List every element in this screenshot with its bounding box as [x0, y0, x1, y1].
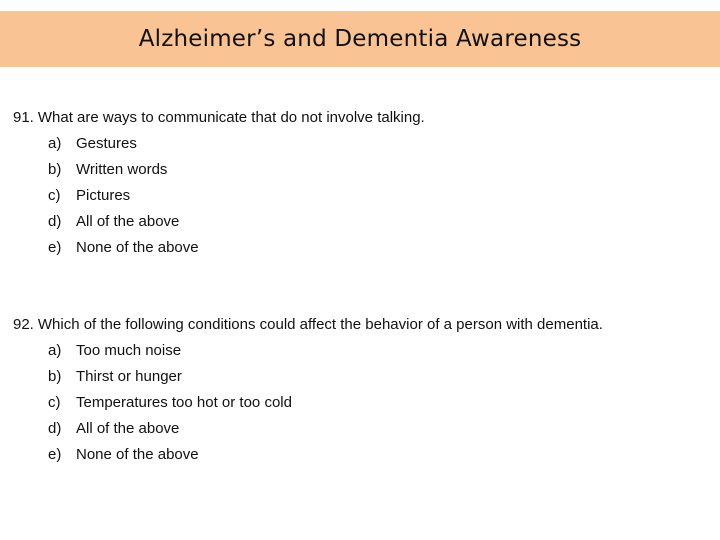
- option-letter: c): [48, 187, 61, 204]
- options-list: [13, 134, 425, 264]
- option-text: Thirst or hunger: [76, 368, 182, 385]
- question-line: [13, 315, 603, 341]
- option-text: Pictures: [76, 187, 131, 204]
- option-item: [13, 367, 603, 393]
- option-text: Written words: [76, 161, 168, 178]
- options-list: [13, 341, 603, 471]
- option-letter: e): [48, 239, 62, 256]
- question-text: Which of the following conditions could affect the behavior of a person with dementia.: [37, 316, 603, 333]
- option-text: Too much noise: [76, 342, 182, 359]
- question-number: 92.: [13, 316, 34, 333]
- option-letter: a): [48, 135, 62, 152]
- option-item: [13, 419, 603, 445]
- option-text: Gestures: [76, 135, 137, 152]
- option-item: [13, 186, 425, 212]
- question-line: [13, 108, 425, 134]
- option-text: None of the above: [76, 446, 199, 463]
- option-letter: d): [48, 420, 62, 437]
- option-item: [13, 238, 425, 264]
- option-item: [13, 341, 603, 367]
- option-letter: c): [48, 394, 61, 411]
- question-text: What are ways to communicate that do not involve talking.: [37, 109, 425, 126]
- option-text: Temperatures too hot or too cold: [76, 394, 292, 411]
- option-item: [13, 212, 425, 238]
- option-item: [13, 393, 603, 419]
- question-number: 91.: [13, 109, 34, 126]
- option-text: None of the above: [76, 239, 199, 256]
- option-letter: a): [48, 342, 62, 359]
- option-text: All of the above: [76, 420, 180, 437]
- option-item: [13, 134, 425, 160]
- option-text: All of the above: [76, 213, 180, 230]
- page-title: Alzheimer’s and Dementia Awareness: [138, 26, 582, 52]
- option-letter: b): [48, 161, 62, 178]
- option-item: [13, 160, 425, 186]
- title-banner: [0, 11, 720, 67]
- question-92: [13, 315, 603, 471]
- option-item: [13, 445, 603, 471]
- question-91: [13, 108, 425, 264]
- option-letter: d): [48, 213, 62, 230]
- option-letter: b): [48, 368, 62, 385]
- option-letter: e): [48, 446, 62, 463]
